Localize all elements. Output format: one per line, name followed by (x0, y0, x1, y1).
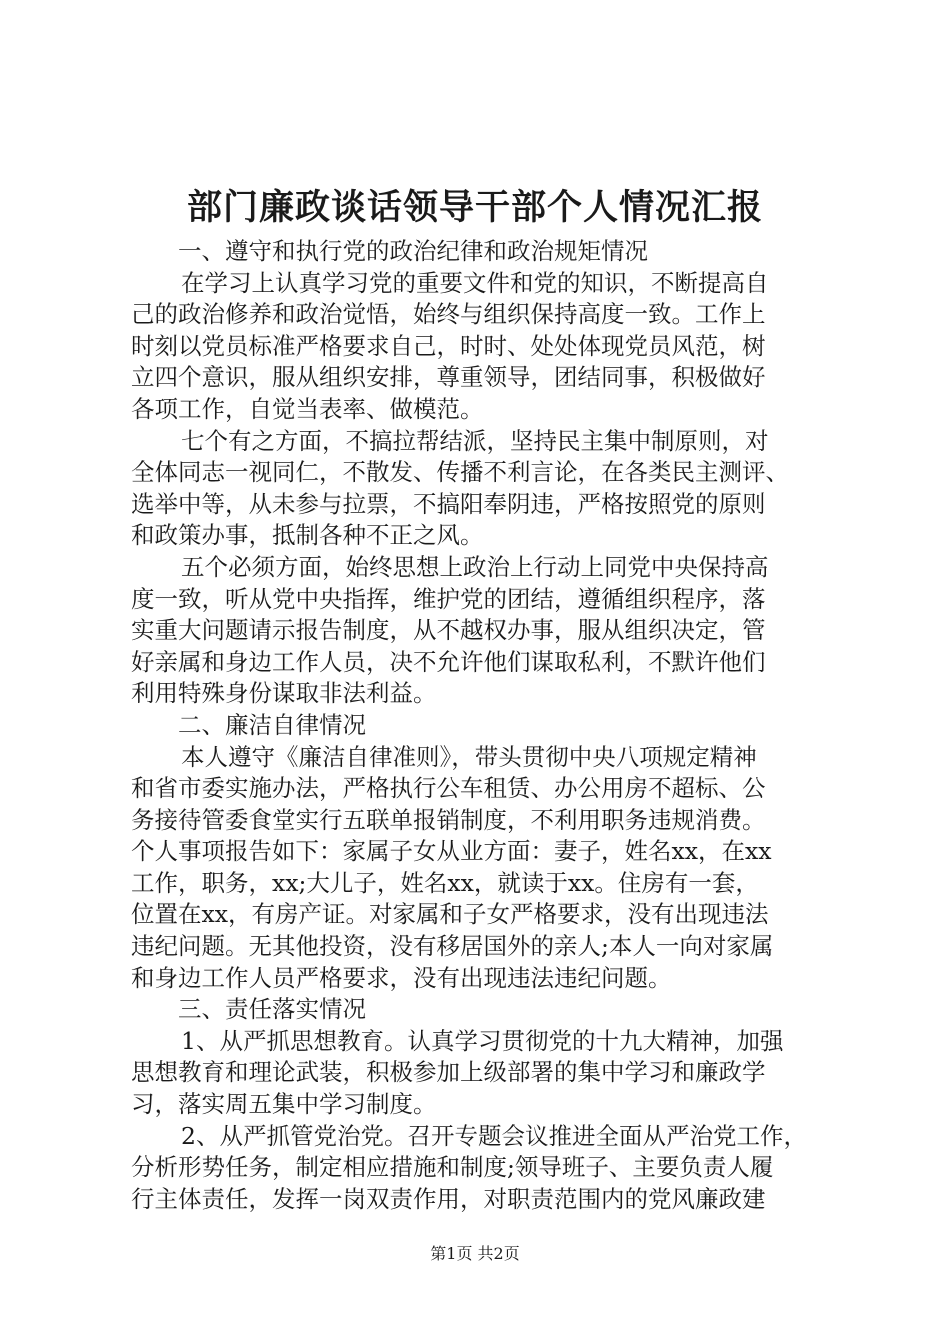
paragraph-line: 2、从严抓管党治党。召开专题会议推进全面从严治党工作， (181, 1121, 807, 1150)
document-title: 部门廉政谈话领导干部个人情况汇报 (186, 187, 763, 228)
document-body (131, 236, 831, 1215)
paragraph-line: 务接待管委食堂实行五联单报销制度，不利用职务违规消费。 (131, 805, 766, 834)
section-heading: 一、遵守和执行党的政治纪律和政治规矩情况 (178, 237, 648, 265)
paragraph-line: 本人遵守《廉洁自律准则》，带头贯彻中央八项规定精神 (181, 742, 757, 771)
paragraph-line: 在学习上认真学习党的重要文件和党的知识，不断提高自 (181, 268, 769, 297)
paragraph-line: 位置在xx，有房产证。对家属和子女严格要求，没有出现违法 (131, 900, 769, 929)
paragraph-line: 利用特殊身份谋取非法利益。 (131, 679, 437, 708)
paragraph-line: 违纪问题。无其他投资，没有移居国外的亲人;本人一向对家属 (131, 932, 774, 961)
paragraph-line: 和身边工作人员严格要求，没有出现违法违纪问题。 (131, 963, 672, 992)
paragraph-line: 各项工作，自觉当表率、做模范。 (131, 394, 484, 423)
paragraph-line: 度一致，听从党中央指挥，维护党的团结，遵循组织程序，落 (131, 584, 766, 613)
paragraph-line: 选举中等，从未参与拉票，不搞阳奉阴违，严格按照党的原则 (131, 489, 766, 518)
page-footer: 第1页 共2页 (430, 1244, 520, 1263)
paragraph-line: 立四个意识，服从组织安排，尊重领导，团结同事，积极做好 (131, 363, 766, 392)
paragraph-line: 己的政治修养和政治觉悟，始终与组织保持高度一致。工作上 (131, 300, 766, 329)
paragraph-line: 1、从严抓思想教育。认真学习贯彻党的十九大精神，加强 (181, 1026, 784, 1055)
paragraph-line: 个人事项报告如下：家属子女从业方面：妻子，姓名xx，在xx (131, 837, 772, 866)
paragraph-line: 习，落实周五集中学习制度。 (131, 1090, 437, 1119)
paragraph-line: 七个有之方面，不搞拉帮结派，坚持民主集中制原则，对 (181, 426, 769, 455)
paragraph-line: 五个必须方面，始终思想上政治上行动上同党中央保持高 (181, 552, 769, 581)
paragraph-line: 行主体责任，发挥一岗双责作用，对职责范围内的党风廉政建 (131, 1184, 766, 1213)
paragraph-line: 工作，职务，xx;大儿子，姓名xx，就读于xx。住房有一套， (131, 868, 759, 897)
paragraph-line: 时刻以党员标准严格要求自己，时时、处处体现党员风范，树 (131, 331, 766, 360)
paragraph-line: 实重大问题请示报告制度，从不越权办事，服从组织决定，管 (131, 616, 766, 645)
section-heading: 二、廉洁自律情况 (178, 710, 366, 739)
paragraph-line: 全体同志一视同仁，不散发、传播不利言论，在各类民主测评、 (131, 458, 789, 487)
paragraph-line: 好亲属和身边工作人员，决不允许他们谋取私利，不默许他们 (131, 647, 766, 676)
paragraph-line: 和省市委实施办法，严格执行公车租赁、办公用房不超标、公 (131, 774, 766, 803)
section-heading: 三、责任落实情况 (178, 995, 366, 1024)
paragraph-line: 思想教育和理论武装，积极参加上级部署的集中学习和廉政学 (131, 1058, 766, 1087)
paragraph-line: 和政策办事，抵制各种不正之风。 (131, 521, 484, 550)
paragraph-line: 分析形势任务，制定相应措施和制度;领导班子、主要负责人履 (131, 1153, 774, 1182)
